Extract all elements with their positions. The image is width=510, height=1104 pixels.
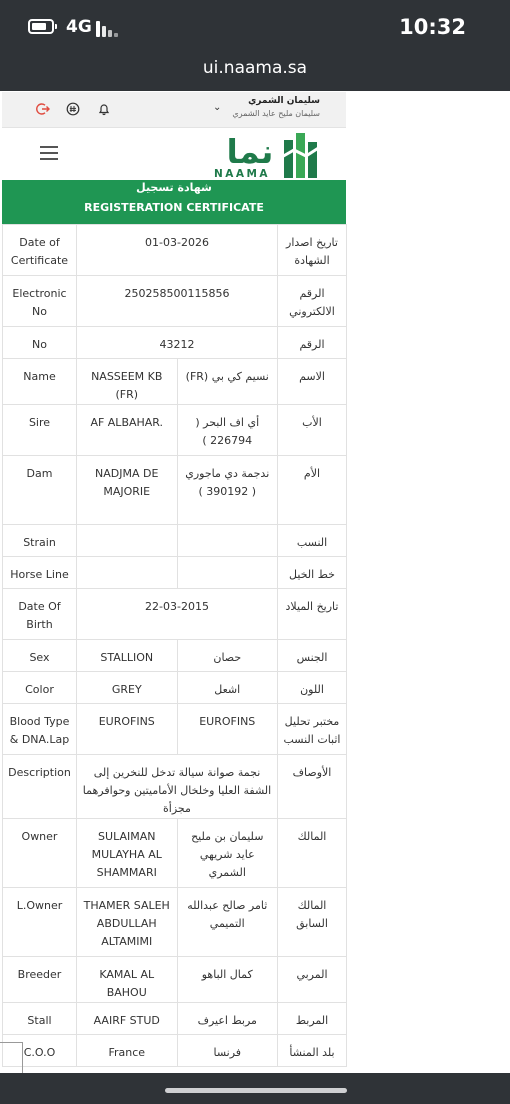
row-ar-label: بلد المنشأ (278, 1035, 347, 1067)
row-ar-label: المالك السابق (278, 888, 347, 957)
row-en-label: Owner (3, 819, 77, 888)
row-ar-label: الأب (278, 405, 347, 456)
row-en-value: EUROFINS (77, 704, 178, 755)
app-header (2, 92, 346, 128)
row-ar-label: المربي (278, 957, 347, 1003)
table-row (3, 327, 347, 359)
currency-icon[interactable] (66, 102, 80, 116)
row-ar-value: ثامر صالح عبدالله التميمي (177, 888, 278, 957)
row-ar-label: الأوصاف (278, 755, 347, 819)
row-ar-value: اشعل (177, 672, 278, 704)
row-ar-value (177, 525, 278, 557)
row-en-label: Blood Type & DNA.Lap (3, 704, 77, 755)
certificate-header (2, 180, 346, 224)
logo-text-ar: نما (226, 132, 274, 171)
table-row (3, 456, 347, 525)
table-row (3, 819, 347, 888)
table-row (3, 640, 347, 672)
certificate-title-en: REGISTERATION CERTIFICATE (84, 201, 264, 214)
user-name[interactable]: سليمان الشمري (248, 96, 320, 106)
certificate-title-ar: شهادة تسجيل (136, 181, 212, 194)
row-ar-label: الرقم (278, 327, 347, 359)
chevron-down-icon[interactable]: ⌄ (213, 102, 222, 113)
row-ar-label: الرقم الالكتروني (278, 276, 347, 327)
row-ar-label: المالك (278, 819, 347, 888)
table-row (3, 957, 347, 1003)
battery-icon (28, 19, 54, 34)
row-ar-value: مربط اعيرف (177, 1003, 278, 1035)
table-row (3, 755, 347, 819)
row-en-value: STALLION (77, 640, 178, 672)
row-en-label: No (3, 327, 77, 359)
row-ar-label: النسب (278, 525, 347, 557)
home-indicator[interactable] (165, 1088, 347, 1093)
row-ar-label: المربط (278, 1003, 347, 1035)
row-en-label: Sire (3, 405, 77, 456)
row-ar-label: اللون (278, 672, 347, 704)
brand-bar (2, 128, 346, 180)
status-bar (0, 0, 510, 52)
row-value: 250258500115856 (77, 276, 278, 327)
row-en-value: SULAIMAN MULAYHA AL SHAMMARI (77, 819, 178, 888)
row-en-label: Dam (3, 456, 77, 525)
row-en-label: L.Owner (3, 888, 77, 957)
signal-icon (96, 21, 120, 37)
row-en-value: France (77, 1035, 178, 1067)
row-ar-value: EUROFINS (177, 704, 278, 755)
row-value: 01-03-2026 (77, 225, 278, 276)
row-en-label: Breeder (3, 957, 77, 1003)
row-ar-value: كمال الباهو (177, 957, 278, 1003)
row-en-label: Sex (3, 640, 77, 672)
row-en-label: C.O.O (3, 1035, 77, 1067)
certificate-table (2, 224, 347, 1067)
row-ar-value: ندجمة دي ماجوري ( 390192 ) (177, 456, 278, 525)
row-en-value (77, 557, 178, 589)
menu-icon[interactable] (40, 146, 58, 160)
row-value: نجمة صوانة سيالة تدخل للنخرين إلى الشفة العليا وخلخال الأماميتين وحوافرهما مجزأة (77, 755, 278, 819)
row-ar-label: مختبر تحليل اثبات النسب (278, 704, 347, 755)
row-en-label: Horse Line (3, 557, 77, 589)
battery-tip (55, 24, 57, 29)
table-row (3, 359, 347, 405)
table-row (3, 225, 347, 276)
table-row (3, 589, 347, 640)
row-ar-value: نسيم كي بي (FR) (177, 359, 278, 405)
row-en-label: Date Of Birth (3, 589, 77, 640)
row-en-value (77, 525, 178, 557)
row-en-label: Electronic No (3, 276, 77, 327)
row-en-label: Date of Certificate (3, 225, 77, 276)
table-row (3, 405, 347, 456)
row-ar-label: تاريخ الميلاد (278, 589, 347, 640)
row-en-label: Color (3, 672, 77, 704)
row-en-label: Name (3, 359, 77, 405)
table-row (3, 1035, 347, 1067)
row-en-label: Stall (3, 1003, 77, 1035)
row-ar-value: أي اف البحر ( 226794 ) (177, 405, 278, 456)
row-ar-label: الجنس (278, 640, 347, 672)
url-text: ui.naama.sa (202, 58, 308, 78)
table-row (3, 525, 347, 557)
logo-text-en: NAAMA (213, 168, 271, 180)
row-ar-label: تاريخ اصدار الشهادة (278, 225, 347, 276)
row-ar-value: سليمان بن مليح عايد شريهي الشمري (177, 819, 278, 888)
table-row (3, 704, 347, 755)
row-value: 22-03-2015 (77, 589, 278, 640)
row-value: 43212 (77, 327, 278, 359)
row-ar-value: حصان (177, 640, 278, 672)
table-row (3, 672, 347, 704)
table-row (3, 276, 347, 327)
row-en-value: THAMER SALEH ABDULLAH ALTAMIMI (77, 888, 178, 957)
row-en-label: Description (3, 755, 77, 819)
page-fragment (0, 1042, 23, 1074)
bell-icon[interactable] (97, 102, 111, 116)
table-row (3, 888, 347, 957)
row-ar-value (177, 557, 278, 589)
row-ar-label: خط الخيل (278, 557, 347, 589)
row-en-value: NASSEEM KB (FR) (77, 359, 178, 405)
table-row (3, 557, 347, 589)
logout-icon[interactable] (36, 102, 50, 116)
row-en-label: Strain (3, 525, 77, 557)
row-ar-label: الاسم (278, 359, 347, 405)
clock: 10:32 (399, 15, 466, 39)
row-ar-value: فرنسا (177, 1035, 278, 1067)
row-en-value: NADJMA DE MAJORIE (77, 456, 178, 525)
network-label: 4G (66, 17, 92, 37)
row-en-value: GREY (77, 672, 178, 704)
table-row (3, 1003, 347, 1035)
row-en-value: AF ALBAHAR. (77, 405, 178, 456)
address-bar[interactable] (0, 52, 510, 91)
row-en-value: AAIRF STUD (77, 1003, 178, 1035)
row-en-value: KAMAL AL BAHOU (77, 957, 178, 1003)
row-ar-label: الأم (278, 456, 347, 525)
user-full-name[interactable]: سليمان مليح عايد الشمري (232, 109, 320, 118)
naama-logo[interactable] (210, 130, 325, 180)
